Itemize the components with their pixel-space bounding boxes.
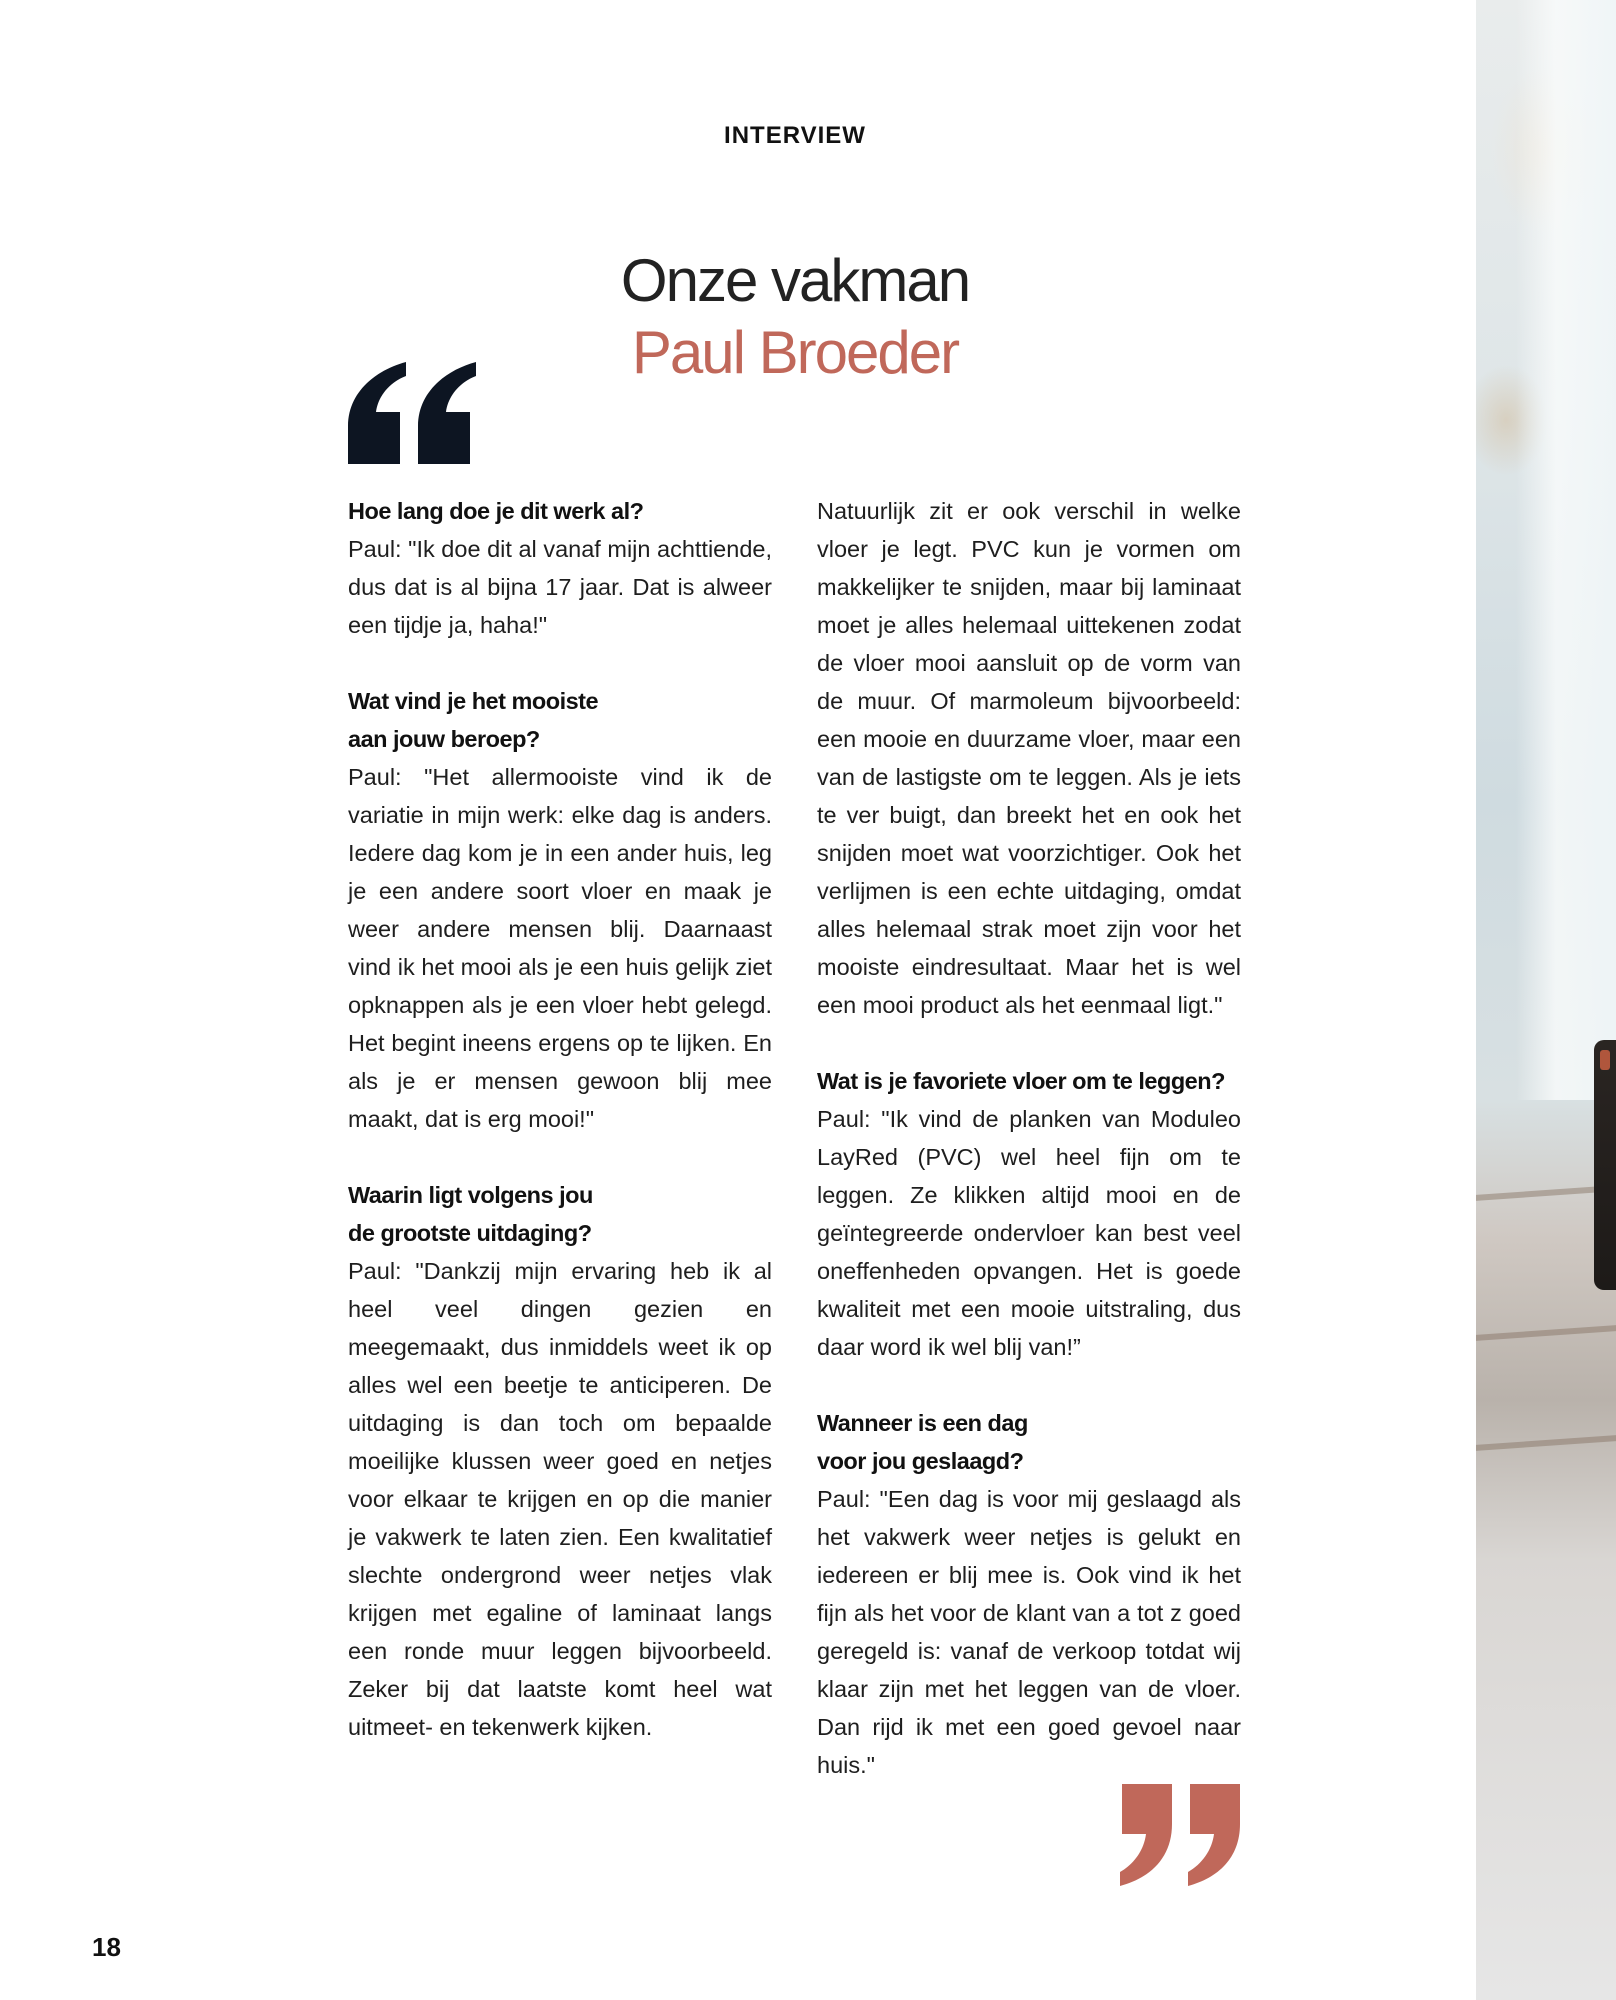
question: Wat is je favoriete vloer om te leggen? xyxy=(817,1068,1225,1094)
question: Hoe lang doe je dit werk al? xyxy=(348,498,644,524)
page-title: Onze vakman xyxy=(620,247,970,314)
answer: Paul: "Een dag is voor mij geslaagd als het vakwerk weer netjes is gelukt en iedereen er blij mee is. Ook vind ik het fijn als het voor de klant van a tot z goed geregeld is: vanaf de verkoop totdat wij klaar zijn met het leggen van de vloer. Dan rijd ik met een goed gevoel naar huis." xyxy=(817,1486,1241,1778)
person-silhouette xyxy=(1594,1040,1616,1290)
page-number: 18 xyxy=(92,1932,121,1962)
tool-handle xyxy=(1600,1050,1610,1070)
answer: Paul: "Het allermooiste vind ik de variatie in mijn werk: elke dag is anders. Iedere dag kom je in een ander huis, leg je een andere soort vloer en maak je weer andere mensen blij. Daarnaast vind ik het mooi als je een huis gelijk ziet opknappen als je een vloer hebt gelegd. Het begint ineens ergens op te lijken. En als je er mensen gewoon blij mee maakt, dat is erg mooi!" xyxy=(348,764,772,1132)
question: Waarin ligt volgens jou de grootste uitdaging? xyxy=(348,1182,593,1246)
answer: Paul: "Ik doe dit al vanaf mijn achttiende, dus dat is al bijna 17 jaar. Dat is alweer een tijdje ja, haha!" xyxy=(348,536,772,638)
window-light xyxy=(1516,0,1616,1100)
continuation-text: Natuurlijk zit er ook verschil in welke vloer je legt. PVC kun je vormen om makkelijker te snijden, maar bij laminaat moet je alles helemaal uittekenen zodat de vloer mooi aansluit op de vorm van de muur. Of marmoleum bijvoorbeeld: een mooie en duurzame vloer, maar een van de lastigste om te leggen. Als je iets te ver buigt, dan breekt het en ook het snijden moet wat voorzichtiger. Ook het verlijmen is een echte uitdaging, omdat alles helemaal strak moet zijn voor het mooiste eindresultaat. Maar het is wel een mooi product als het eenmaal ligt." xyxy=(817,498,1241,1018)
page-subtitle: Paul Broeder xyxy=(631,319,959,386)
qa-block xyxy=(348,1176,772,1746)
right-column xyxy=(817,492,1241,1822)
question: Wanneer is een dag voor jou geslaagd? xyxy=(817,1410,1028,1474)
qa-block xyxy=(348,682,772,1138)
section-label: INTERVIEW xyxy=(724,122,866,149)
floor-plank-edge xyxy=(1476,1435,1616,1451)
answer: Paul: "Ik vind de planken van Moduleo LayRed (PVC) wel heel fijn om te leggen. Ze klikken altijd mooi en de geïntegreerde ondervloer kan best veel oneffenheden opvangen. Het is goede kwaliteit met een mooie uitstraling, dus daar word ik wel blij van!” xyxy=(817,1106,1241,1360)
qa-block xyxy=(817,1062,1241,1366)
close-quote-icon xyxy=(1116,1784,1242,1886)
answer: Paul: "Dankzij mijn ervaring heb ik al heel veel dingen gezien en meegemaakt, dus inmiddels weet ik op alles wel een beetje te anticiperen. De uitdaging is dan toch om bepaalde moeilijke klussen weer goed en netjes voor elkaar te krijgen en op die manier je vakwerk te laten zien. Een kwalitatief slechte ondergrond weer netjes vlak krijgen met egaline of laminaat langs een ronde muur leggen bijvoorbeeld. Zeker bij dat laatste komt heel wat uitmeet- en tekenwerk kijken. xyxy=(348,1258,772,1740)
left-column xyxy=(348,492,772,1784)
question: Wat vind je het mooiste aan jouw beroep? xyxy=(348,688,599,752)
qa-block xyxy=(348,492,772,644)
qa-block xyxy=(817,1404,1241,1784)
floor-plank-edge xyxy=(1476,1325,1616,1341)
open-quote-icon xyxy=(348,362,476,464)
